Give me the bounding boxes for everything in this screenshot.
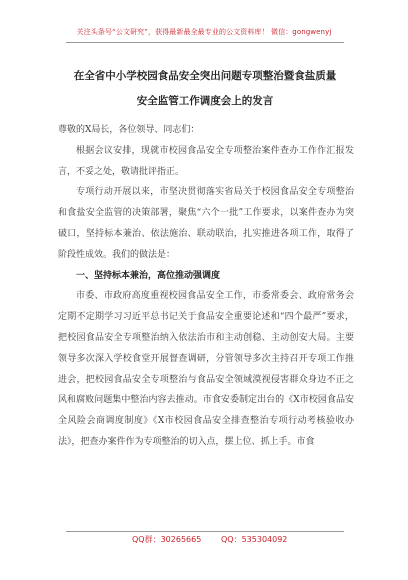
document-title-line-2: 安全监管工作调度会上的发言: [136, 95, 274, 107]
promo-banner: 关注头条号“公文研究”，获得最新最全最专业的公文资料库！ 微信：gongwenyj: [76, 28, 332, 36]
body-paragraph: 专项行动开展以来，市坚决贯彻落实省局关于校园食品安全专项整治和食盐安全监管的决策部署，聚焦“六个一批”工作要求，以案件查办为突破口，坚持标本兼治、依法施治、联动联治，扎实推进各项工作，取得了阶段性成效。我们的做法是：: [58, 187, 354, 260]
section-heading: 一、坚持标本兼治，高位推动强调度: [76, 270, 221, 281]
body-paragraph: 市委、市政府高度重视校园食品安全工作，市委常委会、政府常务会定期不定期学习习近平总书记关于食品安全重要论述和“四个最严”要求，把校园食品安全专项整治纳入依法治市和主动创稳、主动创安大局。主要领导多次深入学校食堂开展督查调研，分管领导多次主持召开专项工作推进会，把校园食品安全专项整治与食品安全领域漠视侵害群众身边不正之风和腐败问题集中整治内容去推动。市食安委制定出台的《X市校园食品安全风险会商调度制度》《X市校园食品安全排查整治专项行动考核验收办法》，把查办案件作为专项整治的切入点，摆上位、抓上手。市食: [58, 291, 354, 447]
qq-group-number: QQ群：30265665: [132, 535, 202, 544]
qq-number: QQ：535304092: [221, 535, 288, 544]
footer-divider: [66, 531, 344, 532]
header-divider: [66, 42, 344, 43]
document-body: [58, 120, 354, 453]
document-title-line-1: 在全省中小学校园食品安全突出问题专项整治暨食盐质量: [73, 70, 337, 82]
salutation: 尊敬的X局长，各位领导、同志们：: [58, 125, 200, 135]
body-paragraph: 根据会议安排，现就市校园食品安全专项整治案件查办工作作汇报发言，不妥之处，敬请批评指正。: [58, 145, 354, 177]
footer-contact: [0, 534, 408, 548]
